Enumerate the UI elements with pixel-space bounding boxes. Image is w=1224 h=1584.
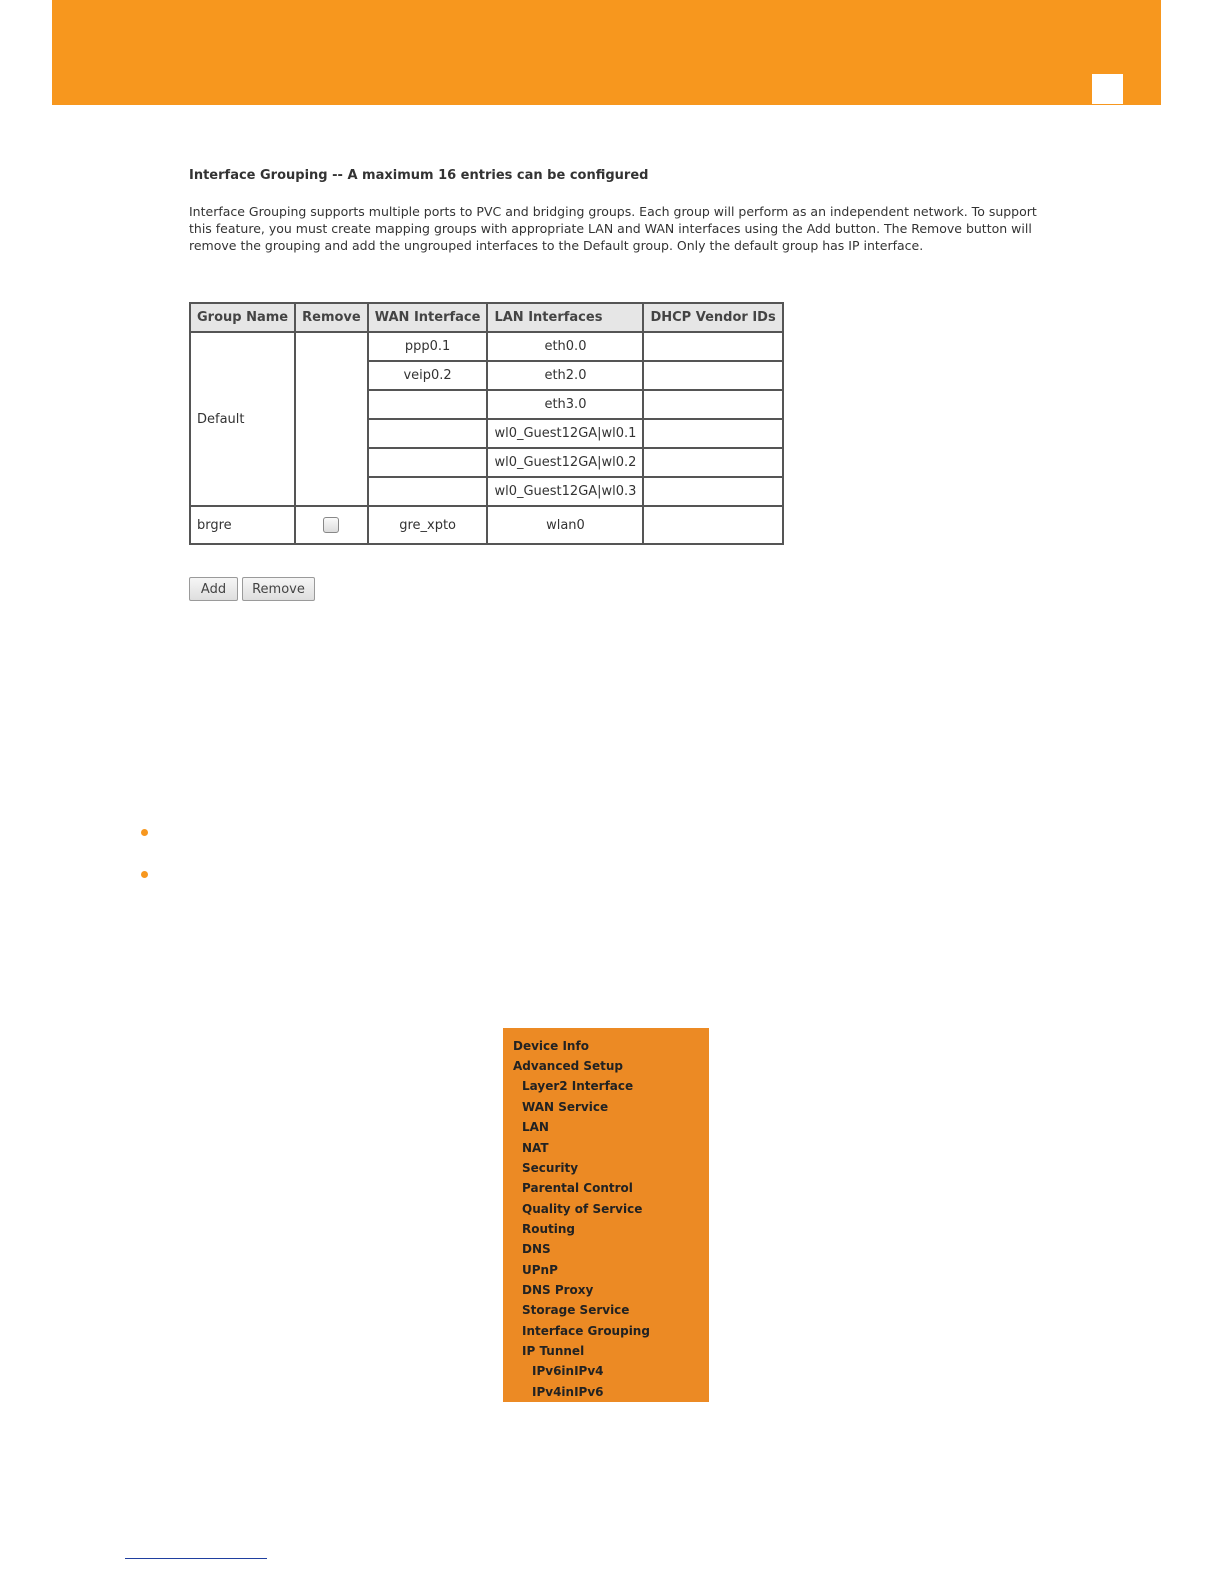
lan-interface-cell: eth3.0 — [487, 390, 643, 419]
menu-item-nat[interactable]: NAT — [522, 1141, 549, 1155]
remove-button[interactable]: Remove — [242, 577, 315, 601]
menu-item-layer2-interface[interactable]: Layer2 Interface — [522, 1079, 634, 1093]
vendor-id-cell — [643, 419, 782, 448]
navigation-menu — [503, 1028, 709, 1402]
wan-interface-cell — [368, 390, 488, 419]
menu-item-interface-grouping[interactable]: Interface Grouping — [522, 1324, 650, 1338]
menu-item-dns-proxy[interactable]: DNS Proxy — [522, 1283, 594, 1297]
lan-interface-cell: wl0_Guest12GA|wl0.3 — [487, 477, 643, 506]
vendor-id-cell — [643, 506, 782, 544]
header-remove: Remove — [295, 303, 368, 332]
menu-item-ipv6inipv4[interactable]: IPv6inIPv4 — [532, 1364, 604, 1378]
header-band — [52, 0, 1161, 105]
vendor-id-cell — [643, 361, 782, 390]
lan-interface-cell: eth2.0 — [487, 361, 643, 390]
wan-interface-cell: veip0.2 — [368, 361, 488, 390]
menu-item-upnp[interactable]: UPnP — [522, 1263, 558, 1277]
menu-item-wan-service[interactable]: WAN Service — [522, 1100, 609, 1114]
group-name-default: Default — [190, 332, 295, 506]
wan-interface-cell — [368, 477, 488, 506]
vendor-id-cell — [643, 448, 782, 477]
table-header-row — [190, 303, 783, 332]
menu-item-advanced-setup[interactable]: Advanced Setup — [513, 1059, 624, 1073]
header-group-name: Group Name — [190, 303, 295, 332]
menu-item-dns[interactable]: DNS — [522, 1242, 551, 1256]
add-button[interactable]: Add — [189, 577, 238, 601]
section-description: Interface Grouping supports multiple ports to PVC and bridging groups. Each group will perform as an independent network. To support this feature, you must create mapping groups with appropriate LAN and WAN interfaces using the Add button. The Remove button will remove the grouping and add the ungrouped interfaces to the Default group. Only the default group has IP interface. — [189, 204, 1037, 253]
menu-item-ipv4inipv6[interactable]: IPv4inIPv6 — [532, 1385, 604, 1399]
remove-cell-default — [295, 332, 368, 506]
lan-interface-cell: wlan0 — [487, 506, 643, 544]
group-name-brgre: brgre — [190, 506, 295, 544]
header-dhcp-vendor-ids: DHCP Vendor IDs — [643, 303, 782, 332]
vendor-id-cell — [643, 332, 782, 361]
menu-item-security[interactable]: Security — [522, 1161, 579, 1175]
bullet-icon — [141, 829, 148, 836]
remove-cell-brgre — [295, 506, 368, 544]
vendor-id-cell — [643, 390, 782, 419]
header-wan-interface: WAN Interface — [368, 303, 488, 332]
bullet-icon — [141, 871, 148, 878]
menu-item-device-info[interactable]: Device Info — [513, 1039, 589, 1053]
wan-interface-cell — [368, 419, 488, 448]
interface-grouping-table — [189, 302, 784, 545]
lan-interface-cell: wl0_Guest12GA|wl0.2 — [487, 448, 643, 477]
wan-interface-cell: ppp0.1 — [368, 332, 488, 361]
menu-item-quality-of-service[interactable]: Quality of Service — [522, 1202, 643, 1216]
wan-interface-cell: gre_xpto — [368, 506, 488, 544]
menu-item-lan[interactable]: LAN — [522, 1120, 549, 1134]
menu-item-ip-tunnel[interactable]: IP Tunnel — [522, 1344, 585, 1358]
lan-interface-cell: eth0.0 — [487, 332, 643, 361]
menu-item-storage-service[interactable]: Storage Service — [522, 1303, 630, 1317]
wan-interface-cell — [368, 448, 488, 477]
menu-item-parental-control[interactable]: Parental Control — [522, 1181, 633, 1195]
remove-checkbox[interactable] — [323, 517, 339, 533]
table-row — [190, 506, 783, 544]
vendor-id-cell — [643, 477, 782, 506]
table-row — [190, 332, 783, 361]
page-number-box — [1092, 74, 1123, 104]
header-lan-interfaces: LAN Interfaces — [487, 303, 643, 332]
menu-item-routing[interactable]: Routing — [522, 1222, 576, 1236]
section-title: Interface Grouping -- A maximum 16 entries can be configured — [189, 168, 649, 183]
lan-interface-cell: wl0_Guest12GA|wl0.1 — [487, 419, 643, 448]
footer-rule — [125, 1558, 267, 1559]
